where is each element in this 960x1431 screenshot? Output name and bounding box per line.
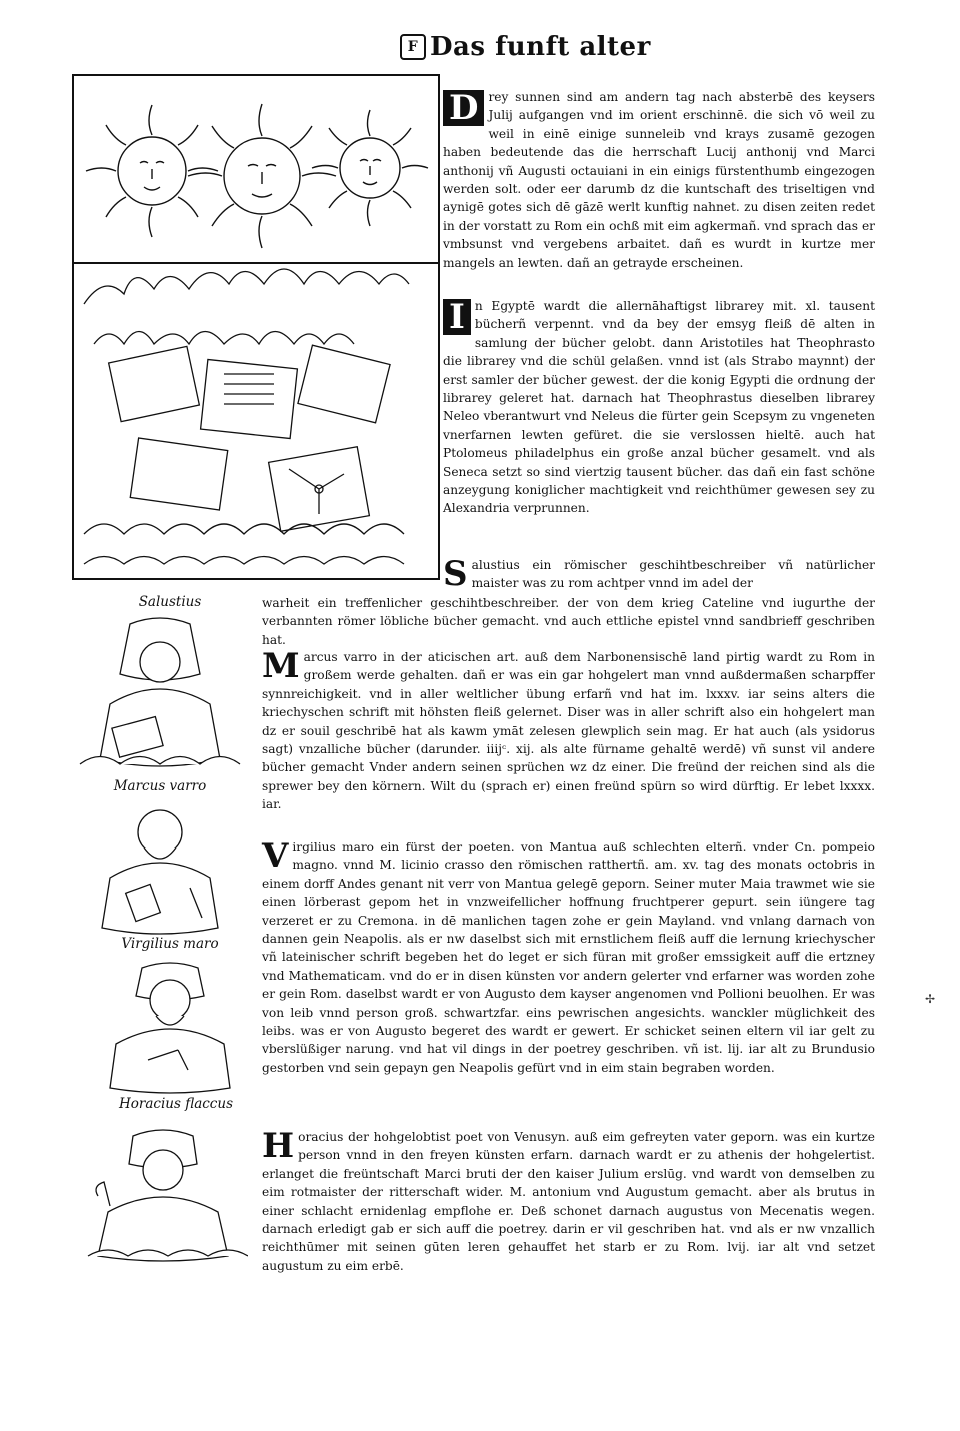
- horace-text: oracius der hohgelobtist poet von Venusyn. auß eim gefreyten vater geporn. was ein kurtze person vnnd in den freyen künsten erfarn. darnach wardt er zu athenis der hohgelertist. erlanget die freüntschaft Marci bruti der den kaiser Julium erslūg. vnd wardt von demselben zu eim rotmaister der ritterschaft wider. M. antonium vnd Augustum gemacht. aber als brutus in einer schlacht ernidenlag empflohe er. Deß schonet darnach augustus von Mecenatis wegen. darnach erledigt gab er sich auff die poetrey. darin er vil geschriben hat. vnd als er nw vnzallich reichthūmer mit seinen gūten leren gehauffet het starb er zu Rom. lvij. iar alt vnd setzet augustum zu eim erbē.: [262, 1130, 875, 1273]
- folio-mark: F: [400, 34, 426, 60]
- portrait-unnamed: [78, 1126, 248, 1266]
- portrait-horacius-flaccus: [90, 960, 250, 1094]
- three-suns-illustration: [74, 76, 438, 262]
- horace-illustration: [90, 960, 250, 1094]
- virgil-text: irgilius maro ein fürst der poeten. von Mantua auß schlechten elterñ. vnder Cn. pompeio magno. vnnd M. licinio crasso den römischen ratthertñ. am. xv. tag des monats octobris in einem dorff Andes genant nit verr von Mantua gelegē geporn. Seiner muter Maia trawmet wie sie einen lörberast gepom het in vnzweifellicher hoffnung fruchtperer gepurt. sein iüngere tag verzeret er zu Cremona. in dē manlichen tagen zohe er gein Mayland. vnd vnlang darnach von dannen gein Neapolis. als er nw daselbst sich mit ernstlichem fleiß auff die lernung kriechyscher vñ lateinischer schrift begeben het do leget er sich füran mit großer emssigkeit auff die ertzney vnd Mathematicam. vnd do er in disen künsten vor andern gelerter vnd erfarner was worden zohe er gein Rom. daselbst wardt er von Augusto dem kayser angenomen vnd Pollioni beuolhen. Er was von leib vnnd person groß. schwartzfar. eins pewrischen angesichts. wanckler müglichkeit des leibs. was er von Augusto begeret des wardt er gewert. Er schicket seinen eltern vil iar gelt zu vberslüßiger narung. vnd hat vil dings in der poetrey geschriben. vñ ist. lij. iar alt zu Brundusio gestorben vnd sein gepayn gen Neapolis gefürt vnd in eim stain begraben worden.: [262, 840, 875, 1075]
- caption-salustius: Salustius: [138, 594, 202, 610]
- varro-text: arcus varro in der aticischen art. auß dem Narbonensischē land pirtig wardt zu Rom in großem werde gehalten. dañ er was ein gar hohgelert man vnnd außdermaßen scharpffer synnreichigkeit. vnd in aller weltlicher übung erfarñ vnd hat im. lxxxv. iar seins alters die kriechyschen schrift mit höhsten fleiß gelernet. Diser was in aller schrift also ein hohgelert man dz er souil geschribē hat als kawm ymāt zelesen glewplich sein mag. Er hat auch (als ysidorus sagt) vnzalliche bücher (darunder. iiijᶜ. xij. als alte fürname gehaltē werdē) vñ sunst vil andere bücher gemacht Vnder andern seinen sprüchen wz dz einer. Die freünd der reichen sind als die sprewer bey den körnern. Wilt du (sprach er) einen freünd spürn so wird dürftig. Er lebet lxxxx. iar.: [262, 650, 875, 812]
- three-suns-woodcut: [72, 74, 440, 264]
- virgil-paragraph: [262, 838, 875, 1077]
- suns-paragraph: [443, 88, 875, 272]
- dropcap-i: I: [443, 299, 471, 335]
- library-paragraph: [443, 297, 875, 518]
- salustius-paragraph-upper: [443, 556, 875, 593]
- ink-speck: ✢: [925, 992, 936, 1006]
- virgil-illustration: [80, 798, 240, 938]
- dropcap-v: V: [262, 836, 289, 876]
- caption-horacius-flaccus: Horacius flaccus: [119, 1096, 233, 1112]
- varro-paragraph: [262, 648, 875, 814]
- burning-books-woodcut: [72, 262, 440, 580]
- caption-marcus-varro: Marcus varro: [113, 778, 207, 794]
- dropcap-d: D: [443, 90, 484, 126]
- salustius-paragraph-lower: [262, 594, 875, 649]
- portrait-virgilius-maro: [80, 798, 240, 938]
- caption-virgilius-maro: Virgilius maro: [121, 936, 219, 952]
- page-header: [400, 32, 651, 62]
- suns-text: rey sunnen sind am andern tag nach absterbē des keysers Julij aufgangen vnd im orient erschinnē. die sich vō weil zu weil in einē einige sunneleib vnd krays zusamē gezogen haben bedeutende das die herrschaft Lucij anthonij vnd Marci anthonij vñ Augusti octauiani in ein einigs fürstenthumb eingezogen werden solt. oder eer darumb dz die kuntschaft des triseltigen vnd aynigē gotes sich dē gāzē werlt kunftig nahnet. zu disen zeiten redet in der vorstatt zu Rom ein ochß mit eim agkermañ. vnd sprach das er vmbsunst vnd vergebens arbaitet. dañ es wurdt in kurtze mer mangels an lewten. dañ an getrayde erscheinen.: [443, 90, 875, 270]
- horace-paragraph: [262, 1128, 875, 1275]
- dropcap-h: H: [262, 1126, 295, 1166]
- salustius-text-upper: alustius ein römischer geschihtbeschreiber vñ natürlicher maister was zu rom achtper vnnd im adel der: [471, 558, 875, 591]
- varro-illustration: [70, 614, 250, 782]
- page-title: Das funft alter: [430, 32, 651, 62]
- salustius-text-lower: warheit ein treffenlicher geschihtbeschreiber. der von dem krieg Cateline vnd iugurthe der verbannten römer löbliche bücher gemacht. vnd auch ettliche epistel vnnd sandbrieff geschriben hat.: [262, 596, 875, 647]
- dropcap-s: S: [443, 554, 468, 594]
- unnamed-portrait-illustration: [78, 1126, 248, 1266]
- portrait-marcus-varro: [70, 614, 250, 782]
- burning-books-illustration: [74, 264, 438, 578]
- library-text: n Egyptē wardt die allernāhaftigst librarey mit. xl. tausent bücherñ verpennt. vnd da bey der emsyg fleiß dē alten in samlung der bücher gelobt. dann Aristotiles hat Theophrasto die librarey vnd die schül gelaßen. vnnd ist (als Strabo maynnt) der erst samler der bücher gewest. der die konig Egypti die ordnung der librarey geleret hat. darnach hat Theophrastus dieselben librarey Neleo vberantwurt vnd Neleus die fürter gein Scepsym zu vngeneten vnerfarnen lewten gefüret. die sie verslossen hieltē. auch hat Ptolomeus philadelphus ein große anzal bücher gesamelt. vnd als Seneca setzt so sind viertzig tausent bücher. das dañ ein fast schöne anzeygung koniglicher machtigkeit vnd reichthümer gewesen sey zu Alexandria verprunnen.: [443, 299, 875, 516]
- dropcap-m: M: [262, 646, 300, 686]
